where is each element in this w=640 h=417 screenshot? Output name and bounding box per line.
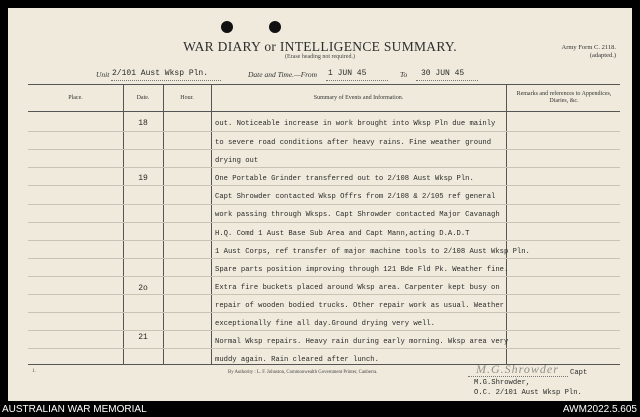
archive-caption: AUSTRALIAN WAR MEMORIAL — [2, 404, 147, 415]
ruled-line — [28, 167, 620, 168]
signatory-name: M.G.Shrowder, — [474, 379, 531, 387]
header-separator — [28, 111, 620, 112]
summary-line: Capt Shrowder contacted Wksp Offrs from 2/108 & 2/105 ref general — [215, 193, 496, 201]
date-from-value: 1 JUN 45 — [328, 69, 367, 78]
summary-line: muddy again. Rain cleared after lunch. — [215, 356, 379, 364]
signatory-title: O.C. 2/101 Aust Wksp Pln. — [474, 389, 582, 397]
summary-line: Normal Wksp repairs. Heavy rain during early morning. Wksp area very — [215, 338, 509, 346]
summary-line: work passing through Wksps. Capt Shrowder contacted Major Cavanagh — [215, 211, 500, 219]
diary-table — [28, 84, 620, 365]
ruled-line — [28, 330, 620, 331]
form-reference-number: Army Form C. 2118. — [561, 44, 616, 51]
unit-value: 2/101 Aust Wksp Pln. — [112, 69, 209, 78]
entry-date: 2o — [138, 284, 148, 293]
summary-line: exceptionally fine all day.Ground drying very well. — [215, 320, 435, 328]
form-title: WAR DIARY or INTELLIGENCE SUMMARY. — [183, 39, 457, 54]
summary-line: drying out — [215, 157, 259, 165]
date-to-value: 30 JUN 45 — [421, 69, 465, 78]
entry-date: 19 — [138, 174, 148, 183]
header-hour: Hour. — [180, 94, 194, 101]
summary-line: H.Q. Comd 1 Aust Base Sub Area and Capt Mann,acting D.A.D.T — [215, 230, 470, 238]
column-divider — [211, 85, 212, 364]
entry-date: 18 — [138, 119, 148, 128]
unit-underline — [111, 80, 221, 81]
form-reference — [562, 44, 616, 60]
header-summary: Summary of Events and Information. — [313, 94, 404, 101]
column-divider — [163, 85, 164, 364]
ruled-line — [28, 131, 620, 132]
punch-hole — [269, 21, 281, 33]
signatory-rank: Capt — [570, 369, 588, 377]
page-mark: 1. — [32, 369, 36, 374]
summary-line: to severe road conditions after heavy rains. Fine weather ground — [215, 139, 492, 147]
ruled-line — [28, 240, 620, 241]
header-date: Date. — [136, 94, 150, 101]
ruled-line — [28, 348, 620, 349]
summary-line: out. Noticeable increase in work brought into Wksp Pln due mainly — [215, 120, 496, 128]
date-to-underline — [416, 80, 478, 81]
signature-line — [468, 376, 568, 377]
summary-line: repair of wooden bodied trucks. Other repair work as usual. Weather — [215, 302, 504, 310]
entry-date: 21 — [138, 333, 148, 342]
date-to-label: To — [400, 70, 408, 79]
summary-line: Spare parts position improving through 121 Bde Fld Pk. Weather fine. — [215, 266, 509, 274]
date-from-label: Date and Time.—From — [248, 70, 318, 79]
column-divider — [506, 85, 507, 364]
ruled-line — [28, 222, 620, 223]
ruled-line — [28, 258, 620, 259]
form-reference-note: (adapted.) — [589, 52, 616, 59]
ruled-line — [28, 149, 620, 150]
ruled-line — [28, 294, 620, 295]
punch-hole — [221, 21, 233, 33]
header-place: Place. — [68, 94, 83, 101]
header-remarks: Remarks and references to Appendices, Diaries, &c. — [516, 91, 612, 104]
printer-authority: By Authority : L. F. Johnston, Commonwealth Government Printer, Canberra. — [228, 370, 378, 375]
ruled-line — [28, 312, 620, 313]
ruled-line — [28, 204, 620, 205]
form-subtitle: (Erase heading not required.) — [285, 54, 355, 60]
date-from-underline — [326, 80, 388, 81]
archive-reference: AWM2022.5.605 — [562, 404, 637, 415]
war-diary-page — [8, 8, 632, 401]
handwritten-signature: M.G.Shrowder — [476, 362, 559, 376]
ruled-line — [28, 276, 620, 277]
summary-line: 1 Aust Corps, ref transfer of major machine tools to 2/108 Aust Wksp Pln. — [215, 248, 530, 256]
summary-line: Extra fire buckets placed around Wksp area. Carpenter kept busy on — [215, 284, 500, 292]
unit-label: Unit — [96, 70, 110, 79]
summary-line: One Portable Grinder transferred out to 2/108 Aust Wksp Pln. — [215, 175, 474, 183]
ruled-line — [28, 185, 620, 186]
